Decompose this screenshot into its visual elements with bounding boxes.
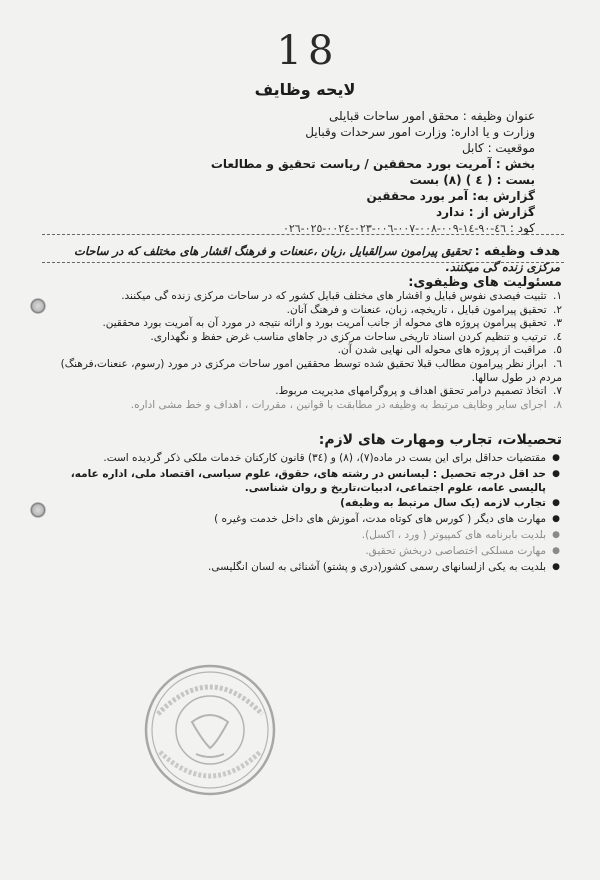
field-value: آمر بورد محققین: [366, 189, 469, 203]
field-reports-from: [55, 204, 535, 220]
responsibilities-title: مسئولیت های وظیفوی:: [408, 275, 562, 290]
list-item: [42, 344, 562, 358]
item-number: ۸.: [553, 398, 562, 411]
skills-title: تحصیلات، تجارب ومهارت های لازم:: [318, 432, 562, 448]
list-item: [55, 513, 560, 527]
field-reports-to: [55, 188, 535, 204]
item-text: ترتیب و تنظیم کردن اسناد تاریخی ساحات مرکزی در جاهای مناسب غرض حفظ و نگهداری.: [150, 330, 547, 343]
list-item: [42, 399, 562, 413]
item-text: تثبیت فیصدی نفوس قبایل و اقشار های مختلف قبایل کشور که در ساحات مرکزی زنده گی میکنند.: [121, 290, 547, 302]
item-text: مهارت مسلکی اختصاصی دربخش تحقیق.: [365, 544, 546, 557]
field-label: موقعیت :: [487, 141, 535, 155]
item-number: ٥.: [553, 344, 562, 357]
bullet-icon: ●: [552, 514, 560, 525]
item-number: ۱.: [553, 290, 562, 302]
list-item: [55, 468, 560, 496]
item-text: مراقبت از پروژه های محوله الی نهایی شدن آن.: [337, 344, 547, 357]
bullet-icon: ●: [552, 453, 560, 463]
handwritten-page-number: 18: [276, 28, 340, 74]
item-number: ۳.: [553, 317, 562, 330]
list-item: [42, 385, 562, 399]
list-item: [42, 358, 562, 385]
document-title: لایحه وظایف: [254, 80, 356, 99]
item-text: حد اقل درجه تحصیل : لیسانس در رشته های، حقوق، علوم سیاسی، اقتصاد ملی، اداره عامه، پالیسی عامه، علوم اجتماعی، ادبیات،تاریخ و روان شناسی.: [70, 467, 546, 494]
field-label: بخش :: [495, 157, 535, 171]
goal-label: هدف وظیفه :: [474, 243, 560, 258]
item-text: تحقیق پیرامون پروژه های محوله از جانب آمریت بورد و ارائه نتیجه در مورد آن به آمریت بورد محققین.: [102, 317, 547, 330]
punch-hole-icon: [30, 502, 46, 518]
goal-text: تحقیق پیرامون سرالقبایل ،زبان ،عنعنات و فرهنگ اقشار های مختلف که در ساحات مرکزی زنده گی میکنند.: [74, 244, 560, 274]
item-text: تجارب لازمه (یک سال مرتبط به وظیفه): [340, 497, 546, 510]
field-grade: [55, 172, 535, 188]
field-value: کابل: [461, 141, 484, 155]
field-label: عنوان وظیفه :: [462, 109, 535, 123]
field-section: [55, 156, 535, 172]
divider-bottom: [42, 262, 564, 263]
official-stamp-icon: [140, 660, 280, 800]
bullet-icon: ●: [552, 545, 560, 556]
list-item: [55, 529, 560, 543]
field-job-title: [55, 108, 535, 124]
field-label: گزارش به:: [472, 189, 535, 203]
item-text: مقتضیات حداقل برای این بست در ماده(۷)، (۸) و (٣٤) قانون کارکنان خدمات ملکی ذکر گردیده است.: [103, 452, 546, 464]
item-text: بلدیت به یکی ازلسانهای رسمی کشور(دری و پشتو) آشنائی به لسان انگلیسی.: [208, 560, 546, 573]
item-number: ٤.: [553, 330, 562, 343]
header-fields: [55, 108, 535, 237]
field-location: [55, 140, 535, 156]
list-item: [55, 497, 560, 511]
skills-list: [55, 452, 560, 576]
field-label: گزارش از :: [468, 205, 535, 219]
item-text: ابراز نظر پیرامون مطالب قبلا تحقیق شده توسط محققین امور ساحات مرکزی در مورد (رسوم، عنعنات،فرهنگ) مردم در طول سالها.: [60, 357, 562, 384]
list-item: [55, 545, 560, 559]
field-value: ( ٤ ) (٨) بست: [409, 173, 493, 187]
bullet-icon: ●: [552, 498, 560, 509]
field-ministry: [55, 124, 535, 140]
item-text: تحقیق پیرامون قبایل ، تاریخچه، زبان، عنعنات و فرهنگ آنان.: [286, 303, 547, 316]
code-label: کود :: [509, 221, 535, 235]
divider-top: [42, 234, 564, 235]
item-text: اتخاذ تصمیم درامر تحقق اهداف و پروگرامهای مدیریت مربوط.: [275, 385, 547, 398]
list-item: [42, 331, 562, 345]
list-item: [42, 317, 562, 331]
field-value: محقق امور ساحات قبایلی: [329, 109, 459, 123]
bullet-icon: ●: [552, 468, 560, 479]
list-item: [55, 561, 560, 575]
field-label: وزارت و یا اداره:: [450, 125, 535, 139]
item-text: مهارت های دیگر ( کورس های کوتاه مدت، آموزش های داخل خدمت وغیره ): [214, 513, 546, 526]
item-text: اجرای سایر وظایف مرتبط به وظیفه در مطابقت با قوانین ، مقررات ، اهداف و خط مشی اداره.: [130, 398, 547, 411]
field-value: آمریت بورد محققین / ریاست تحقیق و مطالعات: [210, 157, 492, 171]
list-item: [42, 290, 562, 304]
punch-hole-icon: [30, 298, 46, 314]
bullet-icon: ●: [552, 561, 560, 572]
job-goal: [40, 243, 560, 275]
field-value: وزارت امور سرحدات وقبایل: [305, 125, 447, 139]
list-item: [55, 452, 560, 466]
item-number: ۲.: [553, 303, 562, 316]
bullet-icon: ●: [552, 529, 560, 540]
item-text: بلدیت بابرنامه های کمپیوتر ( ورد ، اکسل).: [361, 528, 546, 541]
item-number: ٦.: [553, 357, 562, 370]
code-value: ٤٦-٩٠-١٤-٠٠٩-٠٠٨-٠٠٧-٠٠٦-٠٢٣-٠٠٢٤-٠٢٥-٠٢٦: [282, 222, 507, 235]
item-number: ۷.: [553, 385, 562, 398]
list-item: [42, 304, 562, 318]
field-label: بست :: [496, 173, 535, 187]
field-value: ندارد: [435, 205, 465, 219]
responsibilities-list: [42, 290, 562, 412]
